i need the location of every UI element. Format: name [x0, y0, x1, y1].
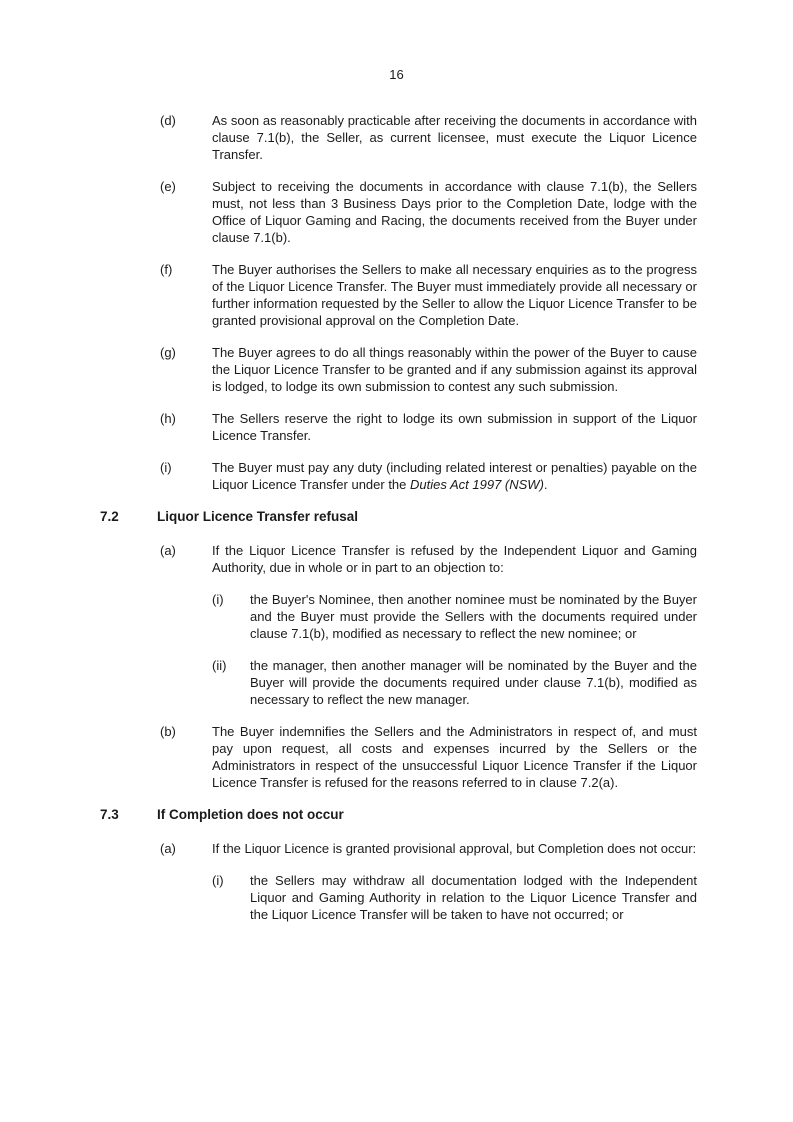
clause-text: The Buyer indemnifies the Sellers and the Administrators in respect of, and must pay upon request, all costs and expenses incurred by the Sellers or the Administrators in respect of the unsuccessful Liquor Licence Transfer if the Liquor Licence Transfer is refused for the reasons referred to in clause 7.2(a).: [212, 724, 697, 790]
clause-7-1-g: [100, 344, 697, 395]
clause-label: (a): [160, 841, 176, 856]
clause-7-1-i: [100, 459, 697, 493]
clause-label: (e): [160, 179, 176, 194]
subclause-7-2-a-i: [100, 591, 697, 642]
clause-label: (b): [160, 724, 176, 739]
subclause-label: (ii): [212, 658, 227, 673]
clause-label: (a): [160, 543, 176, 558]
clause-text: If the Liquor Licence is granted provisional approval, but Completion does not occur:: [212, 841, 697, 856]
clause-text-segment: .: [543, 477, 548, 492]
clause-7-1-h: [100, 410, 697, 444]
clause-label: (h): [160, 411, 176, 426]
clause-7-1-e: [100, 178, 697, 246]
clause-label: (i): [160, 460, 172, 475]
clause-text: The Sellers reserve the right to lodge its own submission in support of the Liquor Licence Transfer.: [212, 411, 697, 443]
clause-7-1-f: [100, 261, 697, 329]
subclause-7-2-a-ii: [100, 657, 697, 708]
subclause-text: the Buyer's Nominee, then another nominee must be nominated by the Buyer and the Buyer must provide the Sellers with the documents required under clause 7.1(b), modified as necessary to reflect the new nominee; or: [250, 592, 697, 641]
section-number: 7.3: [100, 807, 119, 822]
clause-text: [212, 459, 697, 493]
clause-7-3-a: [100, 840, 697, 857]
subclause-text: the manager, then another manager will be nominated by the Buyer and the Buyer will provide the documents required under clause 7.1(b), modified as necessary to reflect the new manager.: [250, 658, 697, 707]
clause-text: As soon as reasonably practicable after receiving the documents in accordance with clause 7.1(b), the Seller, as current licensee, must execute the Liquor Licence Transfer.: [212, 113, 697, 162]
subclause-7-3-a-i: [100, 872, 697, 923]
clause-label: (d): [160, 113, 176, 128]
page-content: [100, 112, 697, 938]
clause-7-1-d: [100, 112, 697, 163]
clause-label: (g): [160, 345, 176, 360]
statute-reference: Duties Act 1997 (NSW): [410, 477, 544, 492]
clause-text: The Buyer agrees to do all things reasonably within the power of the Buyer to cause the Liquor Licence Transfer to be granted and if any submission against its approval is lodged, to lodge its own submission to contest any such submission.: [212, 345, 697, 394]
section-number: 7.2: [100, 509, 119, 524]
section-heading-7-3: [100, 806, 697, 823]
clause-7-2-b: [100, 723, 697, 791]
subclause-label: (i): [212, 592, 224, 607]
clause-text: The Buyer authorises the Sellers to make all necessary enquiries as to the progress of the Liquor Licence Transfer. The Buyer must immediately provide all necessary or further information requested by the Seller to allow the Liquor Licence Transfer to be granted provisional approval on the Completion Date.: [212, 262, 697, 328]
section-title: Liquor Licence Transfer refusal: [157, 509, 359, 524]
subclause-text: the Sellers may withdraw all documentation lodged with the Independent Liquor and Gaming Authority in relation to the Liquor Licence Transfer and the Liquor Licence Transfer will be taken to have not occurred; or: [250, 873, 697, 922]
clause-text-segment: The Buyer must pay any duty (including related interest or penalties) payable on the Liquor Licence Transfer under the: [212, 460, 697, 492]
subclause-label: (i): [212, 873, 224, 888]
clause-label: (f): [160, 262, 173, 277]
clause-7-2-a: [100, 542, 697, 576]
clause-text: Subject to receiving the documents in accordance with clause 7.1(b), the Sellers must, not less than 3 Business Days prior to the Completion Date, lodge with the Office of Liquor Gaming and Racing, the documents received from the Buyer under clause 7.1(b).: [212, 179, 697, 245]
section-title: If Completion does not occur: [157, 807, 344, 822]
section-heading-7-2: [100, 508, 697, 525]
clause-text: If the Liquor Licence Transfer is refused by the Independent Liquor and Gaming Authority, due in whole or in part to an objection to:: [212, 543, 697, 575]
page-number: 16: [389, 67, 404, 82]
